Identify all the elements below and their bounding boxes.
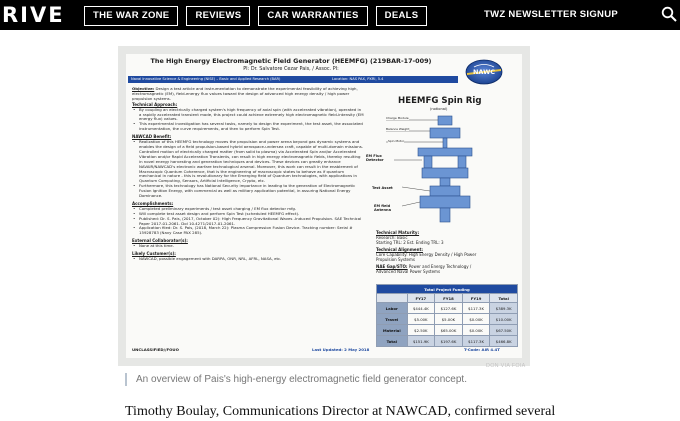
newsletter-signup-link[interactable]: TWZ NEWSLETTER SIGNUP (484, 9, 619, 20)
search-icon[interactable] (661, 6, 677, 22)
nav-car-warranties[interactable]: CAR WARRANTIES (258, 6, 367, 26)
funding-table (376, 284, 518, 347)
funding-corner (377, 294, 408, 303)
funding-row-label: Labor (377, 303, 408, 314)
accomplishment-1: • Completed preliminary experiments / test asset charging / EM flux detector mfg. (132, 207, 364, 212)
funding-cell: $197.6K (435, 336, 463, 347)
funding-cell: $65.00K (435, 325, 463, 336)
article-paragraph: Timothy Boulay, Communications Director at NAWCAD, confirmed several (125, 404, 556, 419)
rig-label-spin-motor: Spin Motor (388, 139, 405, 143)
rig-subtitle: (notional) (430, 107, 448, 111)
alignment-heading: Technical Alignment: (376, 247, 423, 252)
gap-heading: NAE Gap/STO: (376, 264, 408, 269)
collaborators-text: • None at this time. (132, 244, 364, 249)
accomplishment-3: • Published: Dr. S. Pais, (2017, October 02): High Frequency Gravitational Waves -Induced Propulsion. SAE Technical Paper 2017-01-2061. Dol 10.4271/2017-01-2061. (132, 217, 364, 227)
maturity-heading: Technical Maturity: (376, 230, 420, 235)
nav-reviews[interactable]: REVIEWS (186, 6, 250, 26)
doc-title: The High Energy Electromagnetic Field Generator (HEEMFG) (219BAR-17-009) (150, 57, 432, 65)
figure-caption: An overview of Pais's high-energy electromagnetic field generator concept. (136, 374, 467, 385)
funding-row-label: Total (377, 336, 408, 347)
rig-label-em-flux-detector: EM Flux Detector (366, 154, 394, 163)
funding-cell: $117.3K (462, 303, 490, 314)
funding-cell: $2.50K (407, 325, 435, 336)
funding-row-label: Material (377, 325, 408, 336)
funding-cell: $67.50K (490, 325, 518, 336)
benefit-heading: NAWCAD Benefit: (132, 134, 172, 140)
objective (132, 87, 364, 102)
benefit-bullet-2: • Furthermore, this technology has National Security importance in leading to the generation of Electromagnetic Fusion Ignition Energy, with commercial as well as military application potential, in assuring National Energy Dominance. (132, 184, 364, 199)
funding-cell: $5.00K (435, 314, 463, 325)
doc-program-band (128, 76, 458, 83)
funding-cell: $466.8K (490, 336, 518, 347)
doc-last-updated: Last Updated: 2 May 2018 (312, 347, 370, 352)
doc-right-column (376, 228, 518, 274)
gap-line-1: Power and Energy Technology / (408, 264, 472, 269)
site-header (0, 0, 680, 30)
rig-label-balance-weight: Balance Weight (386, 127, 410, 131)
funding-col-header: FY17 (407, 294, 435, 303)
doc-left-column (132, 87, 364, 262)
funding-cell: $127.6K (435, 303, 463, 314)
funding-col-header: Total (490, 294, 518, 303)
funding-cell: $389.3K (490, 303, 518, 314)
rig-label-em-field-antenna: EM field Antenna (374, 204, 400, 213)
funding-title: Total Project Funding (377, 285, 518, 294)
document-image (126, 54, 522, 358)
funding-cell: $151.9K (407, 336, 435, 347)
funding-cell: $117.3K (462, 336, 490, 347)
main-nav (84, 6, 427, 26)
funding-header-row (377, 294, 518, 303)
funding-row-material (377, 325, 518, 336)
tech-approach-bullet-1: • By coupling an electrically charged system's high frequency of axial spin (with accelerated vibration), operated in a rapidly accelerated transient mode, this project could achieve extremely high electromagnetic field-intensity (EM energy flux) values. (132, 108, 364, 123)
tech-approach-bullet-2: • This experimental investigation has several tasks, namely to design the experiment, the test asset, the associated instrumentation, the curve requirements, and then to perform Spin Test. (132, 122, 364, 132)
band-left-text: Naval Innovative Science & Engineering (NISE) – Basic and Applied Research (BAR) (131, 77, 281, 81)
site-logo[interactable]: RIVE (2, 3, 65, 27)
funding-col-header: FY19 (462, 294, 490, 303)
doc-tcode: T-Code: AIR 4.4T (464, 347, 500, 352)
funding-row-label: Travel (377, 314, 408, 325)
funding-row-total (377, 336, 518, 347)
customers-heading: Likely Customer(s): (132, 251, 176, 257)
rig-label-test-asset: Test Asset (372, 186, 393, 190)
navair-logo-text: NAWC (472, 68, 496, 76)
accomplishment-2: • Will complete test asset design and perform Spin Test (scheduled HEEMFG effect). (132, 212, 364, 217)
customers-text: • NAWCAD, possible engagement with DARPA, ONR, NRL, AFRL, NASA, etc. (132, 257, 364, 262)
rig-label-charge-module: Charge Module (386, 116, 409, 120)
funding-cell: $10.00K (490, 314, 518, 325)
caption-accent-bar (125, 373, 127, 386)
image-credit: DON VIA FOIA (486, 363, 526, 369)
doc-pi-line: PI: Dr. Salvatore Cezar Pais, / Assoc. PI: (243, 66, 339, 72)
band-right-text: Location: NAS PAX, PXRI, 5.4 (332, 77, 384, 81)
accomplishments-heading: Accomplishments: (132, 200, 174, 206)
funding-row-labor (377, 303, 518, 314)
technical-approach-heading: Technical Approach: (132, 101, 178, 107)
navair-logo (464, 58, 504, 86)
alignment-line-2: Propulsion Systems (376, 257, 415, 262)
funding-cell: $444.4K (407, 303, 435, 314)
alignment-line-1: Core Capability: High Energy Density / High Power (376, 252, 477, 257)
doc-classification: UNCLASSIFIED//FOUO (132, 347, 179, 352)
funding-cell: $0.00K (462, 325, 490, 336)
maturity-line-1: Research: Basic (376, 235, 408, 240)
gap-line-2: Advanced Naval Power Systems (376, 269, 441, 274)
nav-the-war-zone[interactable]: THE WAR ZONE (84, 6, 178, 26)
collaborators-heading: External Collaborator(s): (132, 238, 188, 244)
funding-cell: $5.00K (407, 314, 435, 325)
objective-label: Objective: (132, 86, 155, 91)
maturity-line-2: Starting TRL: 2 Est. Ending TRL: 3 (376, 240, 444, 245)
accomplishment-4: • Application filed: Dr. S. Pais, (2018, March 22): Plasma Compression Fusion Device. Tracking number: Serial # 15928783 (Navy Case PAX 285). (132, 226, 364, 236)
rig-title: HEEMFG Spin Rig (398, 96, 482, 106)
nav-deals[interactable]: DEALS (376, 6, 428, 26)
funding-row-travel (377, 314, 518, 325)
objective-text: Design a test article and instrumentation to demonstrate the experimental feasibility of achieving high, electromagnetic (EM), field-energy flux values toward the design of advanced high energy density / high power propulsion systems. (132, 86, 358, 101)
funding-cell: $0.00K (462, 314, 490, 325)
funding-col-header: FY18 (435, 294, 463, 303)
benefit-bullet-1: • Realization of this HEEMFG technology moves the propulsion and power arena beyond gas dynamic systems and enables the design of a field propulsion-based hybrid aerospace-undersea craft, capable of multi-domain missions. Controlled motion of electrically charged matter (from solid to plasma) via Accelerated Spin and/or Accelerated Vibration and/or Rapid Acceleration Transients, can result in high energy electromagnetic fields, thereby resulting in novel energy harvesting and generation techniques and devices. These devices can greatly enhance NAVAIR/NAWCAD's electronic warfare technological arsenal. Moreover, this work can result in the enablement of Macroscopic Quantum Coherence, that is the engineering of macroscopic states to behave as if quantum mechanical in nature - this is revolutionary for the Emerging field of Quantum technologies, with applications in Quantum Computing, Sensors, Artificial Intelligence, Crypto, etc. (132, 140, 364, 184)
